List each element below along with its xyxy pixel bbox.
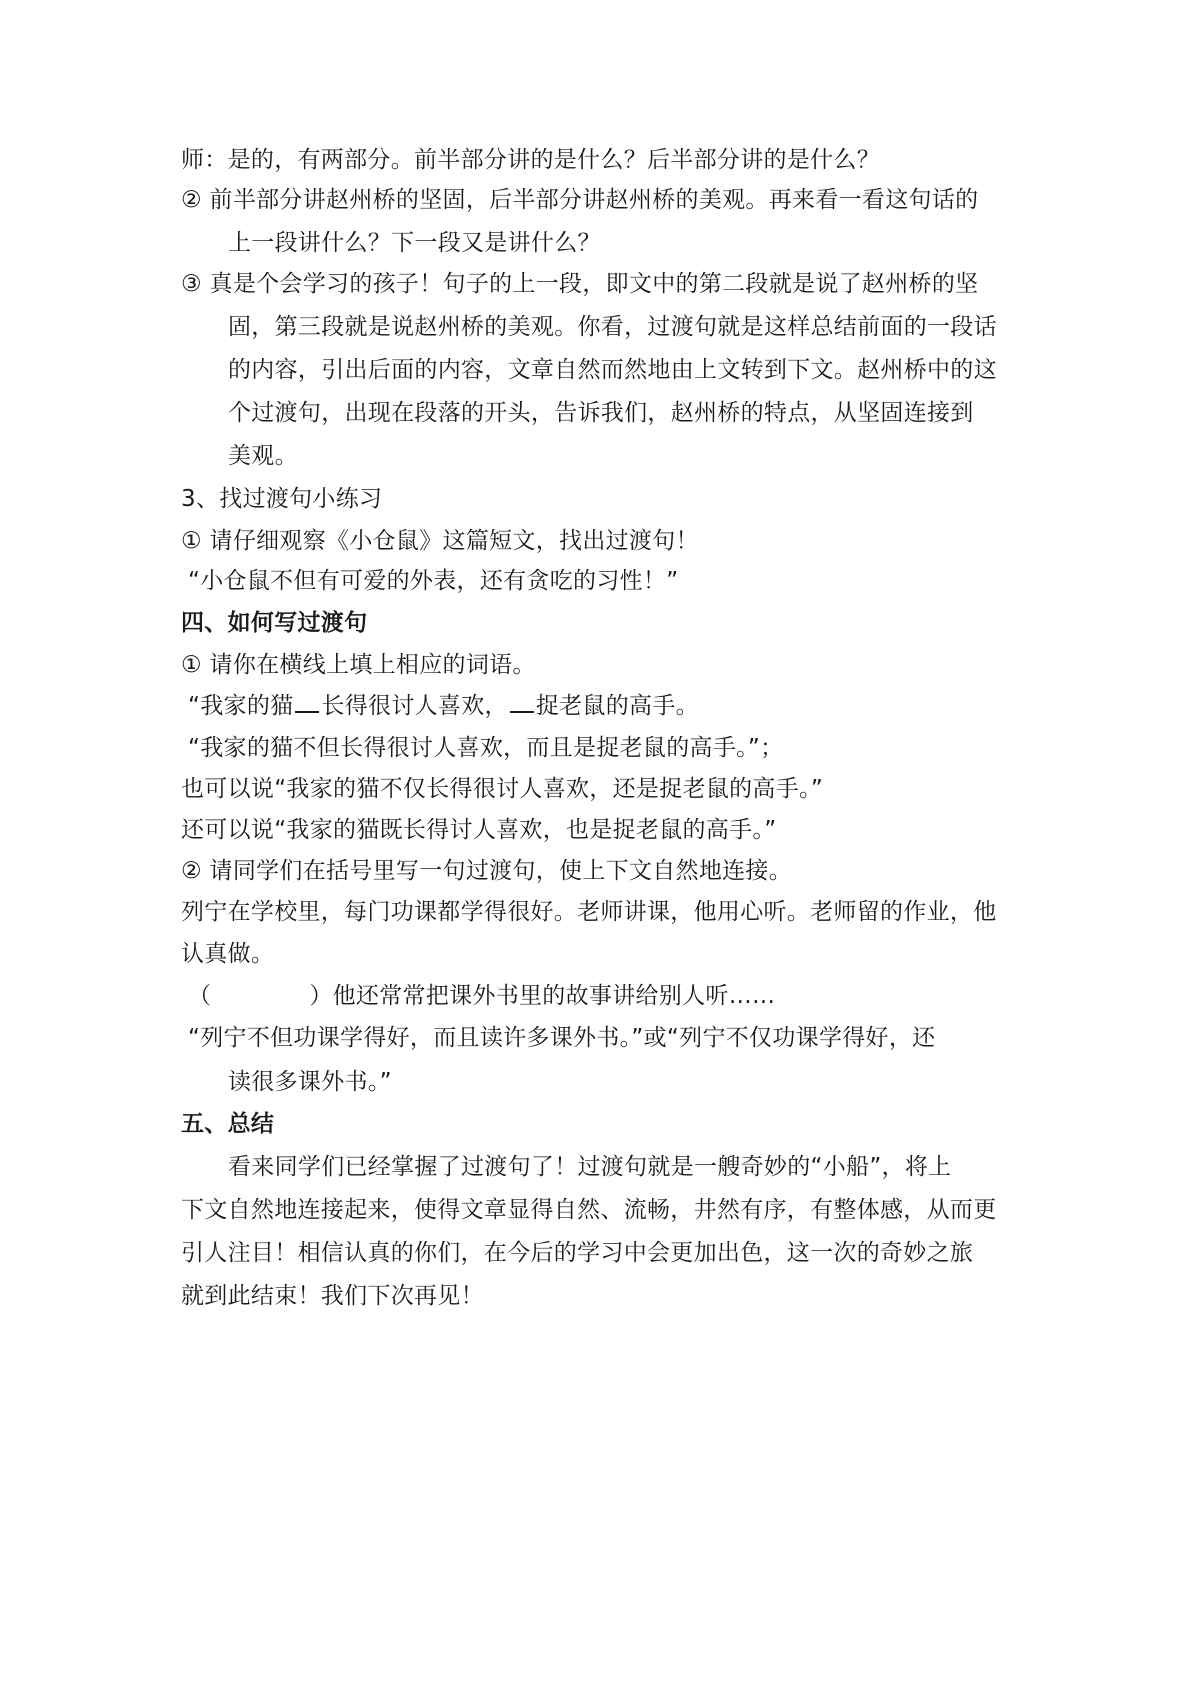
text-line: “小仓鼠不但有可爱的外表，还有贪吃的习性！” <box>188 568 679 594</box>
fill-blank-text: 捉老鼠的高手。 <box>535 693 699 719</box>
text-line: 列宁在学校里，每门功课都学得很好。老师讲课，他用心听。老师留的作业，他 <box>181 899 997 925</box>
text-line: “我家的猫不但长得很讨人喜欢，而且是捉老鼠的高手。”； <box>188 735 784 761</box>
fill-blank-text: “我家的猫 <box>188 693 294 719</box>
text-line: 还可以说“我家的猫既长得讨人喜欢，也是捉老鼠的高手。” <box>181 817 777 843</box>
section-heading: 四、如何写过渡句 <box>181 610 368 636</box>
text-line: ③ 真是个会学习的孩子！句子的上一段，即文中的第二段就是说了赵州桥的坚 <box>181 271 979 297</box>
fill-blank-text: 长得很讨人喜欢， <box>321 693 508 719</box>
text-line: 上一段讲什么？下一段又是讲什么？ <box>228 230 601 256</box>
fill-blank-line <box>188 691 699 721</box>
text-line: 认真做。 <box>181 941 275 967</box>
blank-underline <box>295 693 319 713</box>
text-line: 读很多课外书。” <box>228 1069 392 1095</box>
paren-blank-line <box>188 981 775 1011</box>
text-line: 师：是的，有两部分。前半部分讲的是什么？后半部分讲的是什么？ <box>181 147 880 173</box>
blank-underline <box>510 693 534 713</box>
section-heading: 五、总结 <box>181 1111 275 1137</box>
text-line: 引人注目！相信认真的你们，在今后的学习中会更加出色，这一次的奇妙之旅 <box>181 1240 974 1266</box>
text-line: 个过渡句，出现在段落的开头，告诉我们，赵州桥的特点，从坚固连接到 <box>228 400 974 426</box>
text-line: 3、找过渡句小练习 <box>181 486 383 512</box>
text-line: ② 请同学们在括号里写一句过渡句，使上下文自然地连接。 <box>181 858 793 884</box>
text-line: ② 前半部分讲赵州桥的坚固，后半部分讲赵州桥的美观。再来看一看这句话的 <box>181 187 979 213</box>
text-line: 看来同学们已经掌握了过渡句了！过渡句就是一艘奇妙的“小船”，将上 <box>228 1154 952 1180</box>
text-line: 就到此结束！我们下次再见！ <box>181 1283 484 1309</box>
text-line: ① 请仔细观察《小仓鼠》这篇短文，找出过渡句！ <box>181 528 699 554</box>
paren-text: ）他还常常把课外书里的故事讲给别人听…… <box>309 983 776 1009</box>
text-line: 下文自然地连接起来，使得文章显得自然、流畅，井然有序，有整体感，从而更 <box>181 1197 997 1223</box>
text-line: 也可以说“我家的猫不仅长得很讨人喜欢，还是捉老鼠的高手。” <box>181 776 824 802</box>
text-line: 美观。 <box>228 443 298 469</box>
text-line: 固，第三段就是说赵州桥的美观。你看，过渡句就是这样总结前面的一段话 <box>228 314 997 340</box>
text-line: 的内容，引出后面的内容，文章自然而然地由上文转到下文。赵州桥中的这 <box>228 357 997 383</box>
open-paren: （ <box>188 983 212 1009</box>
text-line: “列宁不但功课学得好，而且读许多课外书。”或“列宁不仅功课学得好，还 <box>188 1025 936 1051</box>
text-line: ① 请你在横线上填上相应的词语。 <box>181 652 536 678</box>
